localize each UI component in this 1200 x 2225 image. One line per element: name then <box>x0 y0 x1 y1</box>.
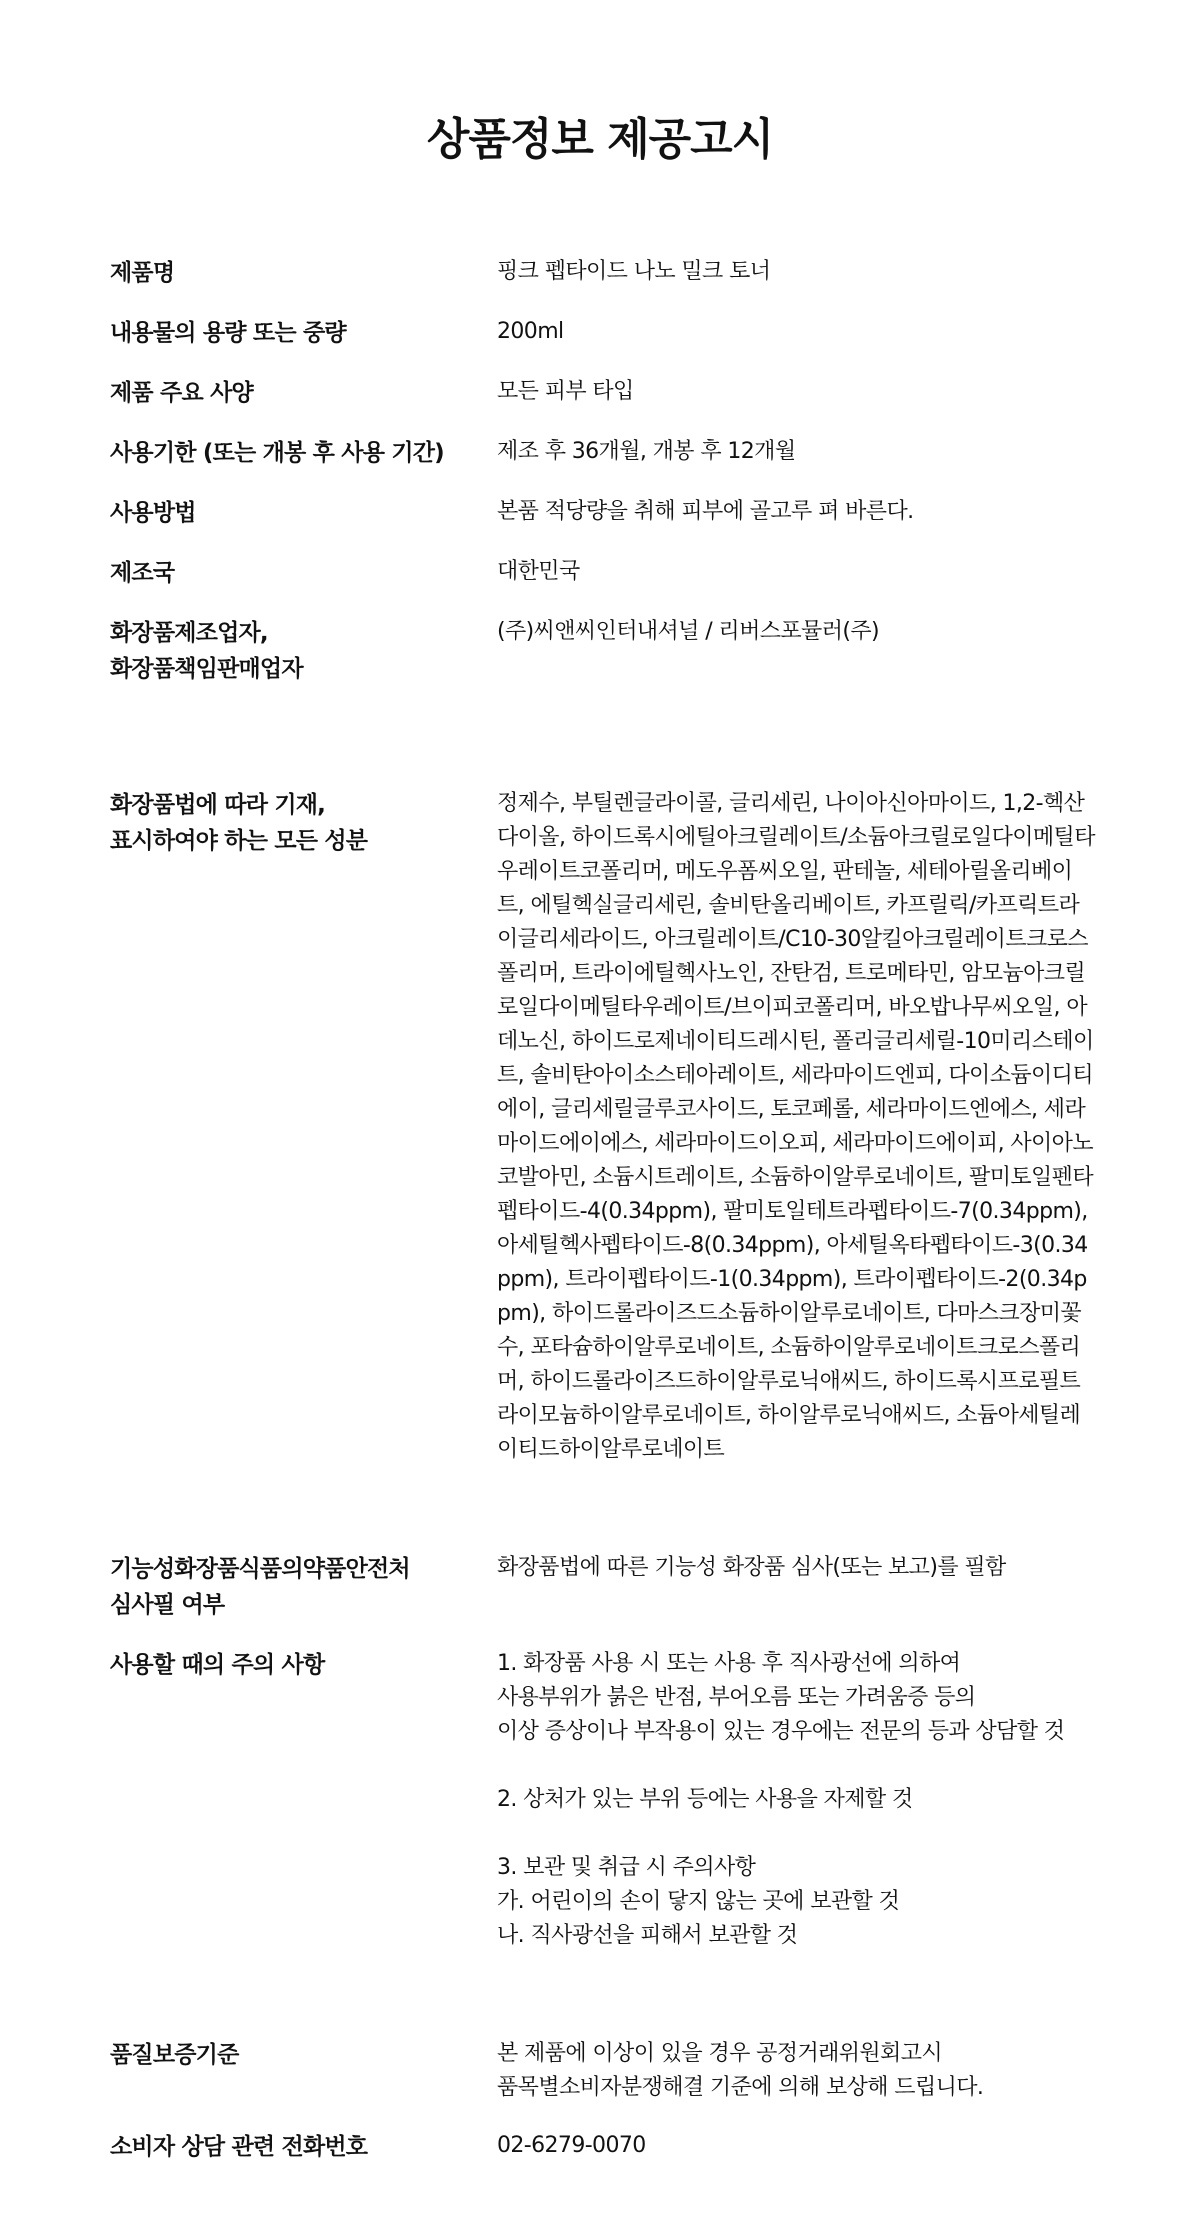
info-row-product-name <box>110 255 1110 291</box>
info-row-phone <box>110 2129 1110 2165</box>
info-row-expiry <box>110 435 1110 471</box>
info-label: 사용방법 <box>110 500 196 526</box>
info-row-spec <box>110 375 1110 411</box>
info-row-ingredients <box>110 787 1110 1467</box>
info-value: 핑크 펩타이드 나노 밀크 토너 <box>497 259 771 284</box>
product-info-table <box>110 255 1110 2165</box>
info-value: 모든 피부 타입 <box>497 379 634 404</box>
info-row-usage <box>110 495 1110 531</box>
info-label: 내용물의 용량 또는 중량 <box>110 320 346 346</box>
phone-number: 02-6279-0070 <box>497 2133 646 2158</box>
info-label: 품질보증기준 <box>110 2042 239 2068</box>
page-title: 상품정보 제공고시 <box>426 114 774 165</box>
info-label: 기능성화장품식품의약품안전처 심사필 여부 <box>110 1556 410 1618</box>
info-label: 화장품제조업자, 화장품책임판매업자 <box>110 620 303 682</box>
info-row-country <box>110 555 1110 591</box>
info-row-volume <box>110 315 1110 351</box>
info-value: (주)씨앤씨인터내셔널 / 리버스포뮬러(주) <box>497 619 879 644</box>
info-row-quality-standard <box>110 2037 1110 2105</box>
info-label: 제조국 <box>110 560 175 586</box>
info-value: 제조 후 36개월, 개봉 후 12개월 <box>497 439 796 464</box>
info-label: 사용기한 (또는 개봉 후 사용 기간) <box>110 440 444 466</box>
info-label: 소비자 상담 관련 전화번호 <box>110 2134 368 2160</box>
info-value: 200ml <box>497 319 564 344</box>
info-row-manufacturer <box>110 615 1110 687</box>
info-label: 화장품법에 따라 기재, 표시하여야 하는 모든 성분 <box>110 792 368 854</box>
info-label: 제품 주요 사양 <box>110 380 253 406</box>
info-row-precautions <box>110 1647 1110 1953</box>
precautions-text: 1. 화장품 사용 시 또는 사용 후 직사광선에 의하여 사용부위가 붉은 반점, 부어오름 또는 가려움증 등의 이상 증상이나 부작용이 있는 경우에는 전문의 등과 상담할 것 2. 상처가 있는 부위 등에는 사용을 자제할 것 3. 보관 및 취급 시 주의사항 가. 어린이의 손이 닿지 않는 곳에 보관할 것 나. 직사광선을 피해서 보관할 것 <box>497 1651 1065 1948</box>
info-value: 본품 적당량을 취해 피부에 골고루 펴 바른다. <box>497 499 914 524</box>
info-label: 사용할 때의 주의 사항 <box>110 1652 325 1678</box>
ingredients-list: 정제수, 부틸렌글라이콜, 글리세린, 나이아신아마이드, 1,2-헥산다이올, 하이드록시에틸아크릴레이트/소듐아크릴로일다이메틸타우레이트코폴리머, 메도우폼씨오일, 판테놀, 세테아릴올리베이트, 에틸헥실글리세린, 솔비탄올리베이트, 카프릴릭/카프릭트라이글리세라이드, 아크릴레이트/C10-30알킬아크릴레이트크로스폴리머, 트라이에틸헥사노인, 잔탄검, 트로메타민, 암모늄아크릴로일다이메틸타우레이트/브이피코폴리머, 바오밥나무씨오일, 아데노신, 하이드로제네이티드레시틴, 폴리글리세릴-10미리스테이트, 솔비탄아이소스테아레이트, 세라마이드엔피, 다이소듐이디티에이, 글리세릴글루코사이드, 토코페롤, 세라마이드엔에스, 세라마이드에이에스, 세라마이드이오피, 세라마이드에이피, 사이아노코발아민, 소듐시트레이트, 소듐하이알루로네이트, 팔미토일펜타펩타이드-4(0.34ppm), 팔미토일테트라펩타이드-7(0.34ppm), 아세틸헥사펩타이드-8(0.34ppm), 아세틸옥타펩타이드-3(0.34ppm), 트라이펩타이드-1(0.34ppm), 트라이펩타이드-2(0.34ppm), 하이드롤라이즈드소듐하이알루로네이트, 다마스크장미꽃수, 포타슘하이알루로네이트, 소듐하이알루로네이트크로스폴리머, 하이드롤라이즈드하이알루로닉애씨드, 하이드록시프로필트라이모늄하이알루로네이트, 하이알루로닉애씨드, 소듐아세틸레이티드하이알루로네이트 <box>497 791 1095 1462</box>
info-value: 대한민국 <box>497 559 580 584</box>
info-label: 제품명 <box>110 260 175 286</box>
info-value: 화장품법에 따른 기능성 화장품 심사(또는 보고)를 필함 <box>497 1555 1006 1580</box>
info-row-functional-review <box>110 1551 1110 1623</box>
info-value: 본 제품에 이상이 있을 경우 공정거래위원회고시 품목별소비자분쟁해결 기준에 의해 보상해 드립니다. <box>497 2041 984 2100</box>
